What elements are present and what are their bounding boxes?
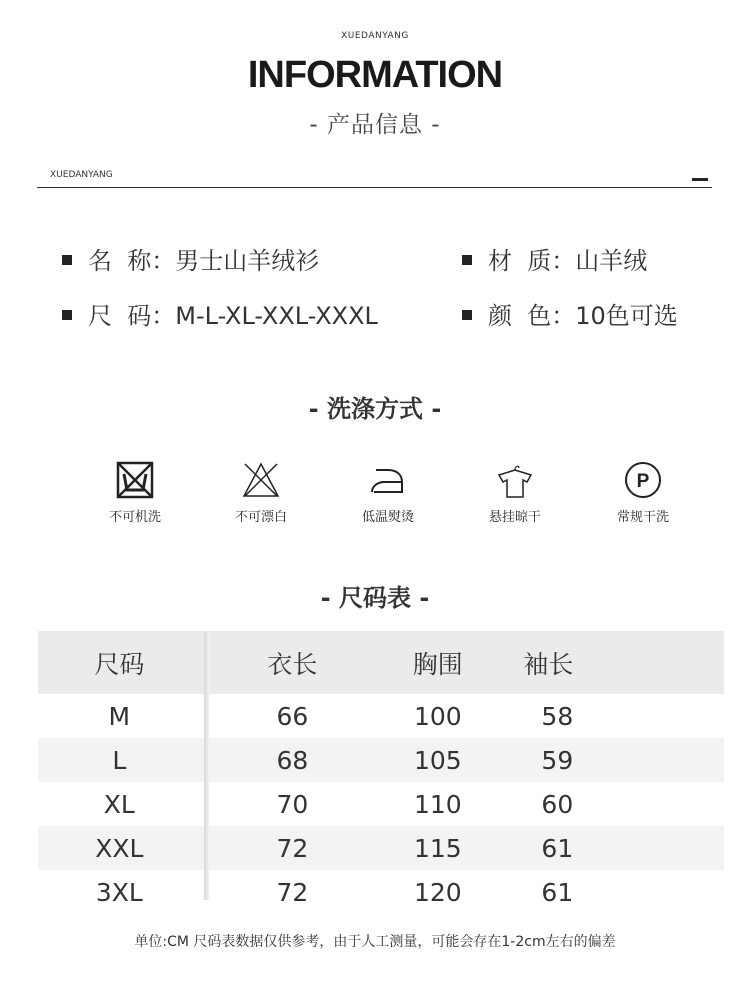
header-length: 衣长 [201, 631, 385, 694]
cell-size: M [108, 701, 131, 731]
page-subtitle: - 产品信息 - [309, 112, 441, 138]
cell-sleeve: 58 [541, 701, 574, 731]
footnote: 单位:CM 尺码表数据仅供参考，由于人工测量，可能会存在1-2cm左右的偏差 [134, 934, 616, 950]
cell-sleeve: 60 [541, 789, 574, 819]
brand-top: XUEDANYANG [341, 31, 409, 41]
table-row [38, 694, 724, 738]
cell-chest: 120 [413, 877, 462, 907]
bullet-icon [62, 310, 72, 320]
no-bleach-icon [241, 460, 281, 500]
size-chart-title: - 尺码表 - [320, 584, 430, 612]
cell-sleeve: 61 [541, 877, 574, 907]
cell-length: 72 [276, 877, 309, 907]
care-item-hang-dry [465, 460, 565, 525]
divider-rule [37, 187, 712, 188]
cell-length: 70 [276, 789, 309, 819]
info-material-text: 材 质：山羊绒 [488, 247, 648, 275]
cell-chest: 115 [384, 826, 491, 870]
washing-title: - 洗涤方式 - [308, 395, 442, 423]
hang-dry-icon [495, 460, 535, 500]
info-size [62, 296, 378, 331]
cell-size: L [38, 738, 201, 782]
no-machine-wash-icon [115, 460, 155, 500]
cell-chest: 110 [413, 789, 462, 819]
care-label: 悬挂晾干 [488, 510, 541, 525]
bullet-icon [62, 255, 72, 265]
table-row [38, 738, 724, 782]
cell-size: XL [103, 789, 135, 819]
divider-brand: XUEDANYANG [50, 170, 113, 180]
header-size: 尺码 [38, 631, 201, 694]
info-material [462, 241, 647, 276]
care-item-no-bleach [211, 460, 311, 525]
care-label: 不可漂白 [234, 510, 287, 525]
column-separator [204, 631, 209, 900]
size-table-header [38, 631, 724, 694]
care-label: 常规干洗 [616, 510, 669, 525]
info-name [62, 241, 319, 276]
svg-text:P: P [636, 471, 650, 492]
size-table [38, 631, 724, 914]
care-item-no-machine-wash [85, 460, 185, 525]
cell-chest: 105 [384, 738, 491, 782]
cell-length: 72 [201, 826, 385, 870]
cell-size: XXL [38, 826, 201, 870]
table-row [38, 826, 724, 870]
cell-length: 68 [201, 738, 385, 782]
header-sleeve: 袖长 [491, 631, 724, 694]
dry-clean-p-icon [623, 460, 663, 500]
cell-size: 3XL [95, 877, 143, 907]
cell-chest: 100 [413, 701, 462, 731]
info-color-text: 颜 色：10色可选 [488, 302, 678, 330]
care-item-dry-clean [593, 460, 693, 525]
bullet-icon [462, 310, 472, 320]
bullet-icon [462, 255, 472, 265]
cell-sleeve: 59 [491, 738, 724, 782]
table-row [38, 782, 724, 826]
info-color [462, 296, 678, 331]
cell-length: 66 [276, 701, 309, 731]
info-size-text: 尺 码：M-L-XL-XXL-XXXL [88, 302, 378, 330]
table-row [38, 870, 724, 914]
dash-mark [692, 178, 708, 181]
page-title: INFORMATION [247, 54, 503, 96]
header-chest: 胸围 [384, 631, 491, 694]
care-label: 不可机洗 [108, 510, 161, 525]
care-label: 低温熨烫 [361, 510, 414, 525]
low-temp-iron-icon [368, 460, 408, 500]
info-name-text: 名 称：男士山羊绒衫 [88, 247, 320, 275]
care-item-low-temp-iron [338, 460, 438, 525]
cell-sleeve: 61 [491, 826, 724, 870]
